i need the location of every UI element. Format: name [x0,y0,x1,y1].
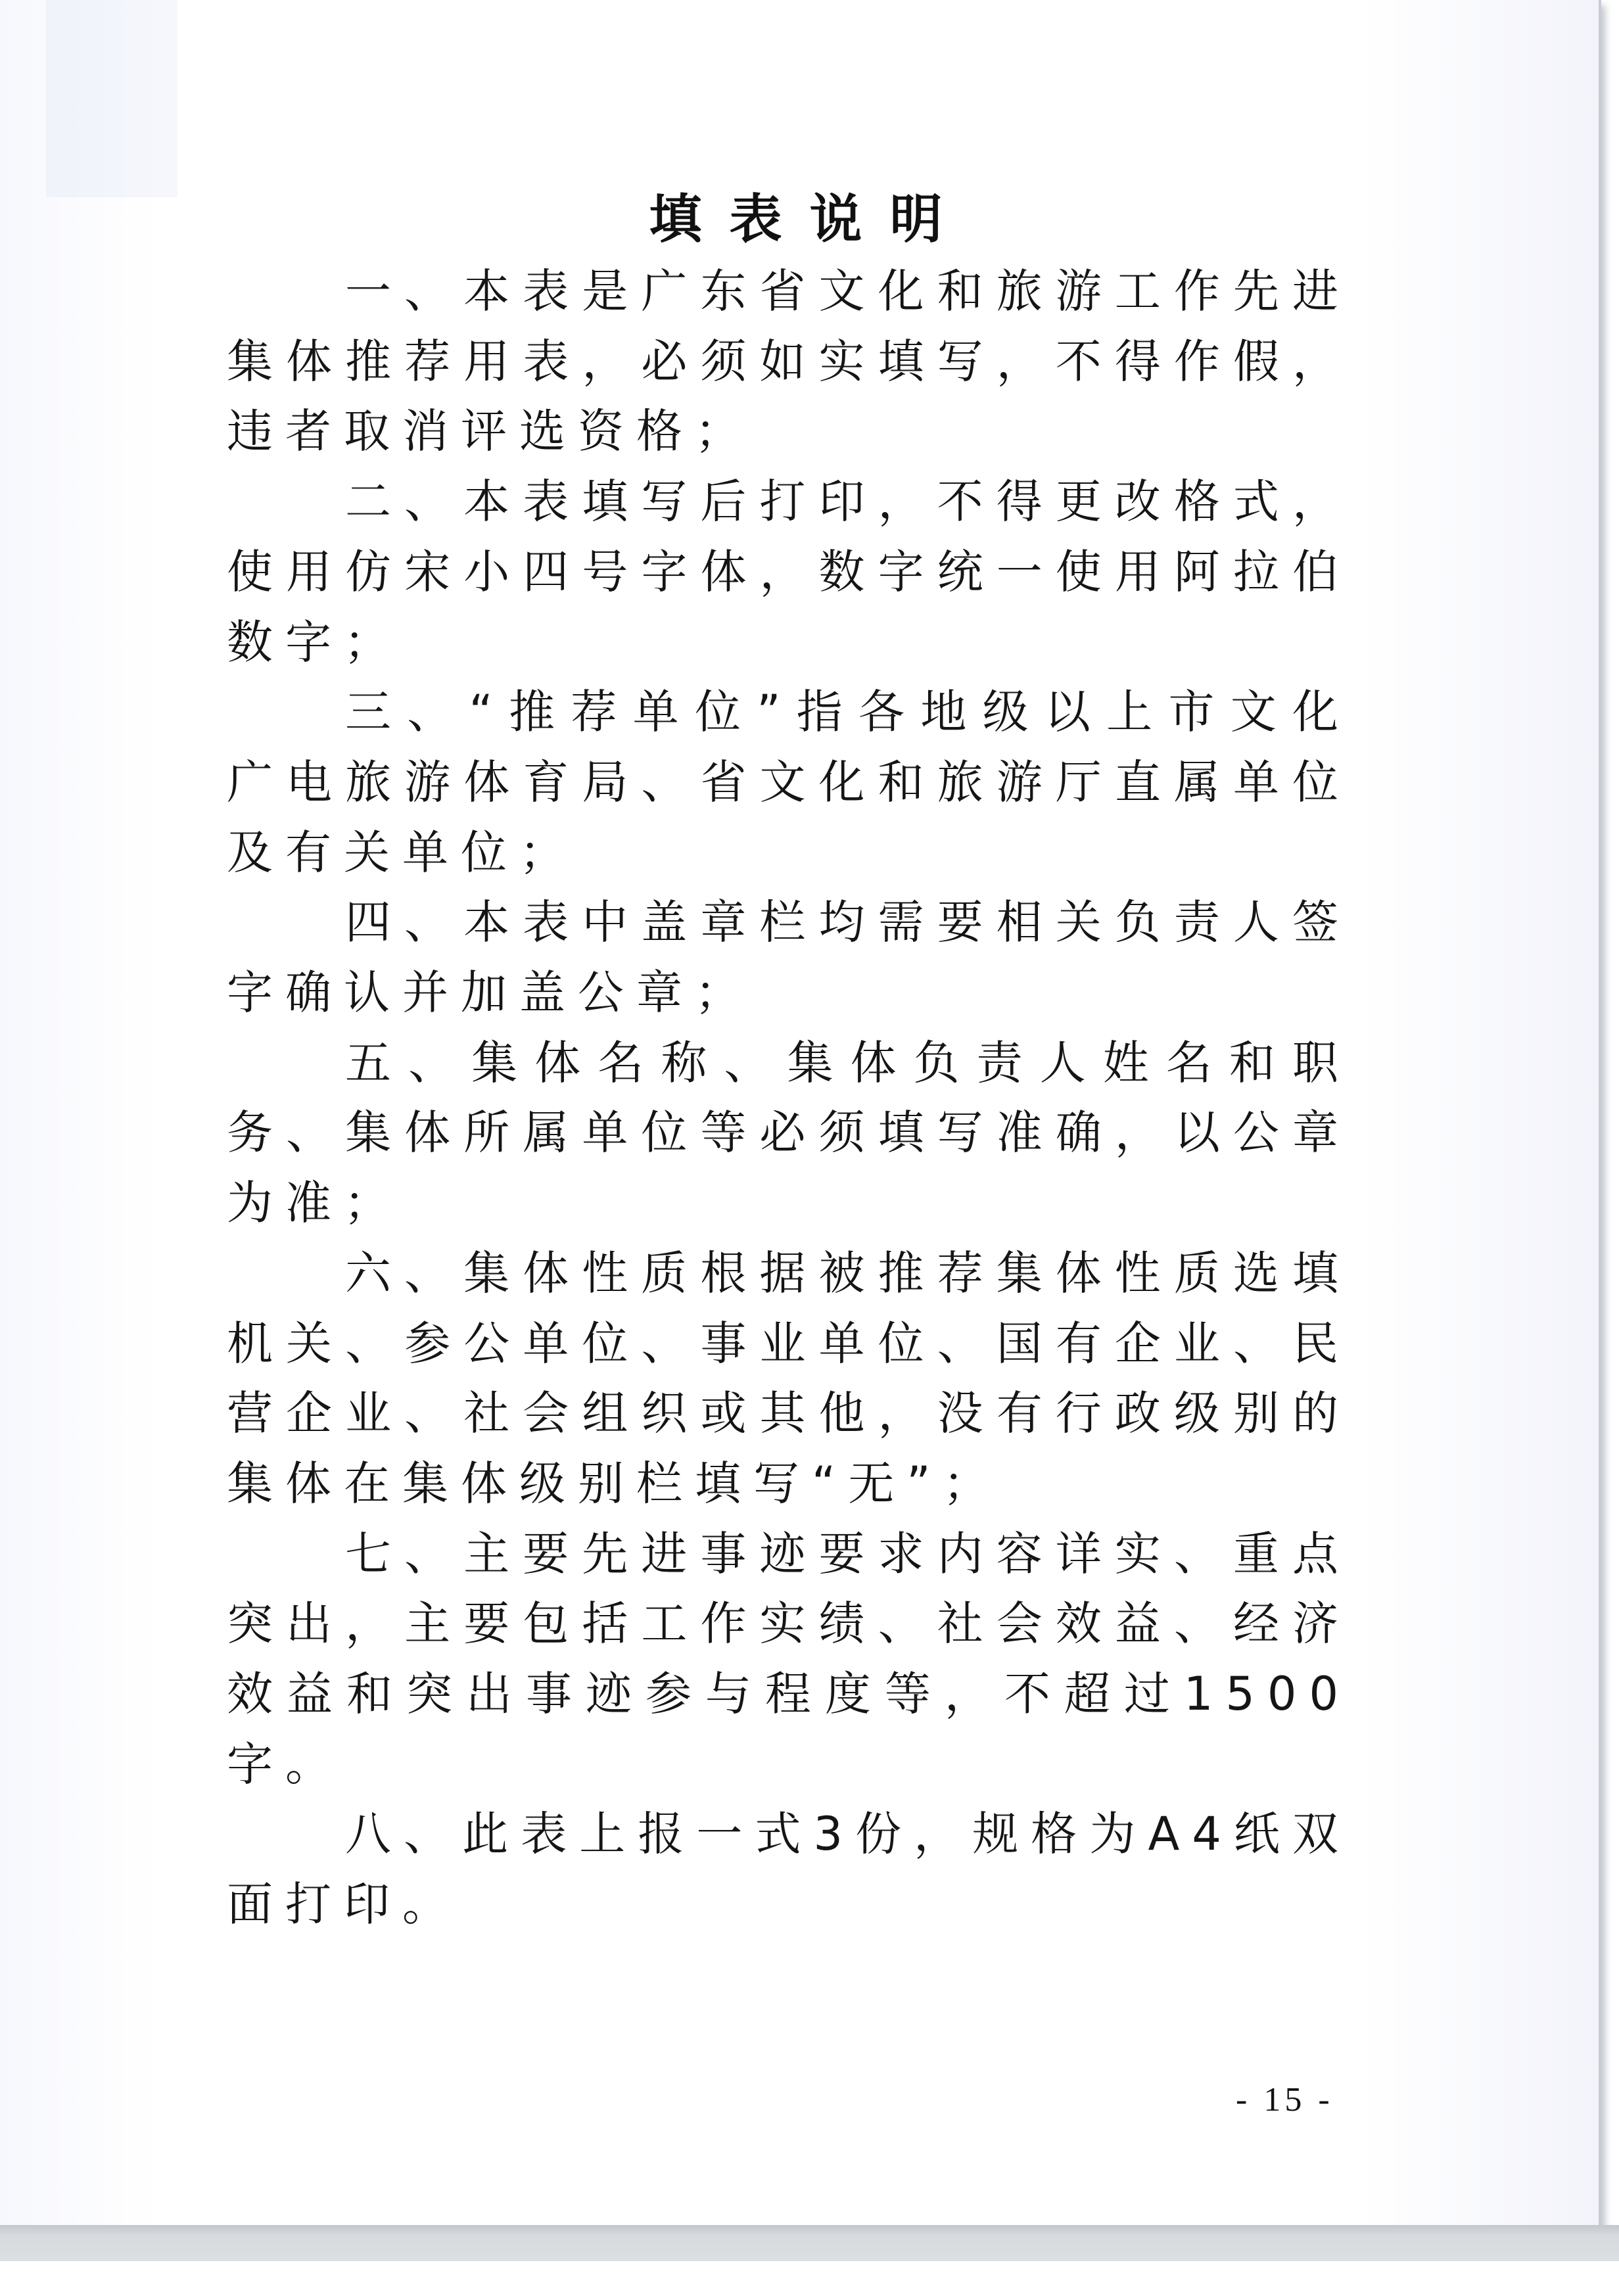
scan-artifact [46,0,177,197]
scan-bottom-edge [0,2225,1619,2261]
instruction-item-6: 六、集体性质根据被推荐集体性质选填机关、参公单位、事业单位、国有企业、民营企业、社会组织或其他，没有行政级别的集体在集体级别栏填写“无”； [227,1246,1351,1511]
instruction-item-1: 一、本表是广东省文化和旅游工作先进集体推荐用表，必须如实填写，不得作假，违者取消评选资格； [227,264,1351,459]
page-number: - 15 - [1236,2081,1334,2119]
instruction-item-3: 三、“推荐单位”指各地级以上市文化广电旅游体育局、省文化和旅游厅直属单位及有关单位； [227,685,1351,879]
instruction-item-5: 五、集体名称、集体负责人姓名和职务、集体所属单位等必须填写准确，以公章为准； [227,1035,1351,1230]
page-title: 填表说明 [649,188,970,250]
instruction-item-7: 七、主要先进事迹要求内容详实、重点突出，主要包括工作实绩、社会效益、经济效益和突出事迹参与程度等，不超过1500字。 [227,1526,1351,1791]
instruction-item-2: 二、本表填写后打印，不得更改格式，使用仿宋小四号字体，数字统一使用阿拉伯数字； [227,475,1351,669]
instructions-body [227,256,1351,1940]
instruction-item-4: 四、本表中盖章栏均需要相关负责人签字确认并加盖公章； [227,895,1351,1020]
instruction-item-8: 八、此表上报一式3份，规格为A4纸双面打印。 [227,1807,1351,1932]
